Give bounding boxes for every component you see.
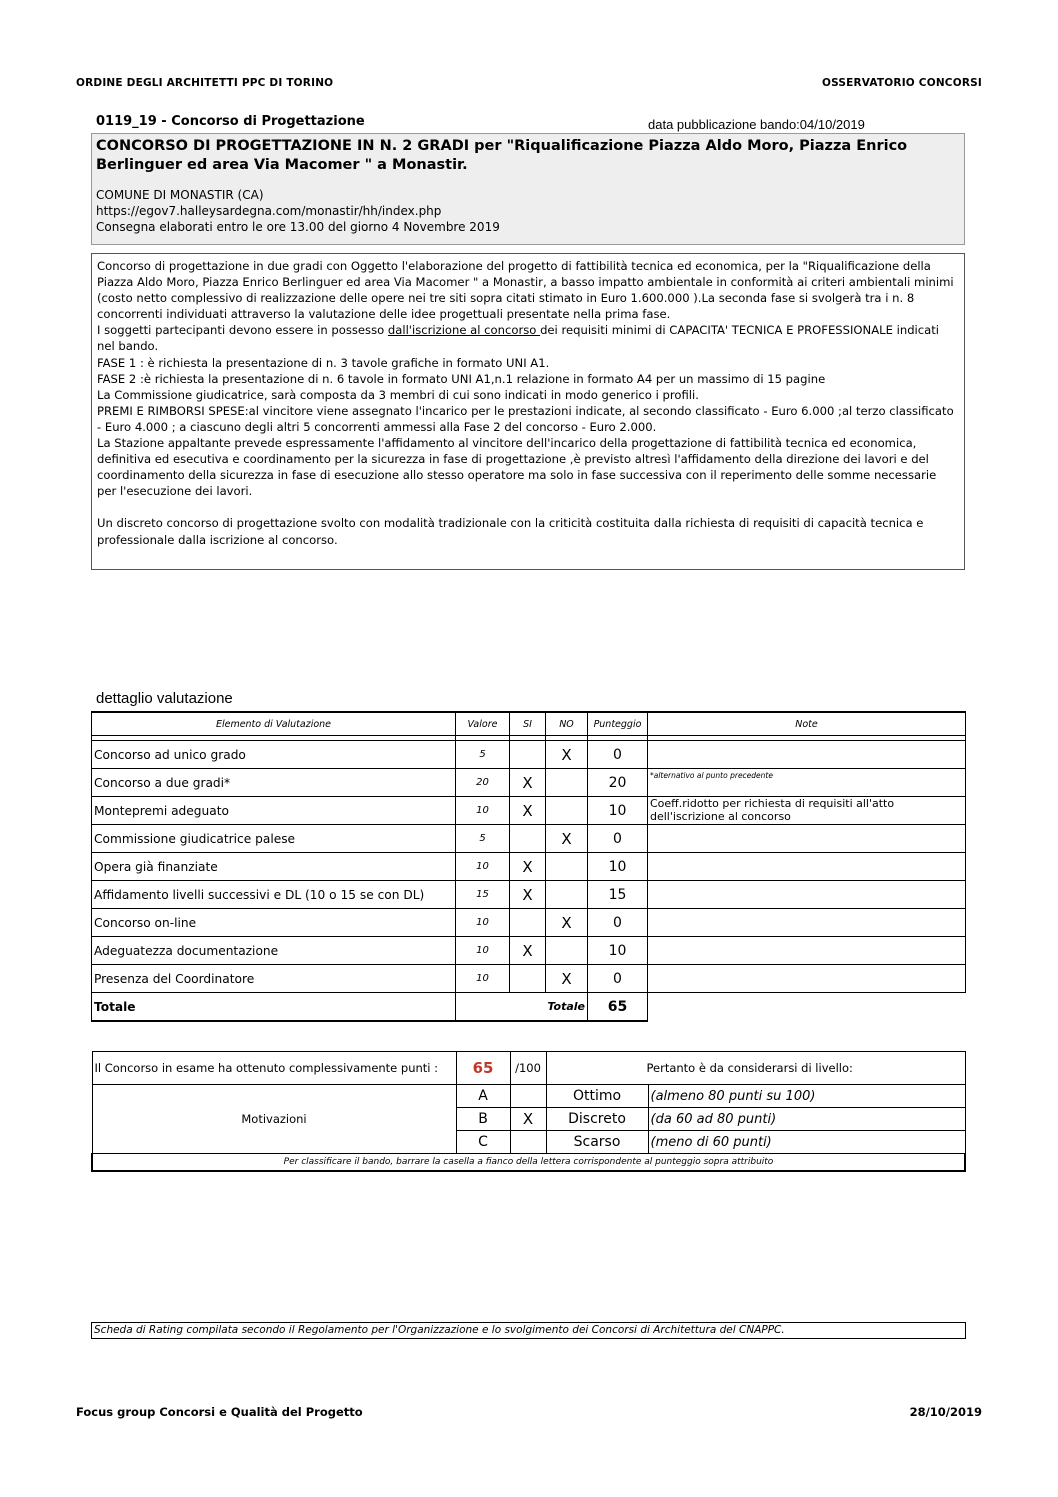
- result-footnote-row: [92, 1154, 965, 1172]
- publication-date: data pubblicazione bando:04/10/2019: [648, 117, 865, 132]
- table-row: [92, 909, 966, 937]
- table-row: [92, 825, 966, 853]
- requirements-underlined: dall'iscrizione al concorso: [387, 323, 541, 338]
- description-paragraph: PREMI E RIMBORSI SPESE:al vincitore viene assegnato l'incarico per le prestazioni indicate, al secondo classificato - Euro 6.000 ;al terzo classificato - Euro 4.000 ; a ciascuno degli altri 5 concorrenti ammessi alla Fase 2 del concorso - Euro 2.000.: [97, 403, 954, 434]
- element-value: 5: [456, 825, 510, 853]
- level-checkbox[interactable]: [510, 1085, 546, 1108]
- result-label: Il Concorso in esame ha ottenuto complessivamente punti :: [92, 1052, 456, 1085]
- table-row: [92, 881, 966, 909]
- footer-left: Focus group Concorsi e Qualità del Progetto: [76, 1405, 363, 1419]
- level-range: (almeno 80 punti su 100): [648, 1085, 965, 1108]
- entity-url[interactable]: https://egov7.halleysardegna.com/monastir/hh/index.php: [96, 204, 442, 218]
- empty-cell: [648, 993, 966, 1022]
- result-summary-row: [92, 1052, 965, 1085]
- element-label: Concorso on-line: [92, 909, 456, 937]
- element-label: Presenza del Coordinatore: [92, 965, 456, 993]
- evaluation-section-title: dettaglio valutazione: [96, 690, 233, 707]
- note-cell: [648, 741, 966, 769]
- score-cell: 0: [588, 825, 648, 853]
- element-value: 10: [456, 797, 510, 825]
- no-cell[interactable]: X: [546, 909, 588, 937]
- table-row: [92, 797, 966, 825]
- element-value: 5: [456, 741, 510, 769]
- score-cell: 0: [588, 741, 648, 769]
- note-cell: [648, 825, 966, 853]
- level-letter: C: [456, 1131, 510, 1154]
- result-table: [91, 1051, 966, 1172]
- level-name: Ottimo: [546, 1085, 648, 1108]
- score-cell: 0: [588, 965, 648, 993]
- element-label: Concorso a due gradi*: [92, 769, 456, 797]
- description-paragraph: FASE 1 : è richiesta la presentazione di n. 3 tavole grafiche in formato UNI A1.: [97, 355, 550, 370]
- total-score: 65: [588, 993, 648, 1022]
- entity: COMUNE DI MONASTIR (CA): [96, 188, 264, 202]
- level-checkbox[interactable]: X: [510, 1108, 546, 1131]
- rating-note: Scheda di Rating compilata secondo il Regolamento per l'Organizzazione e lo svolgimento dei Concorsi di Architettura del CNAPPC.: [91, 1322, 966, 1339]
- level-checkbox[interactable]: [510, 1131, 546, 1154]
- level-row-a: [92, 1085, 965, 1108]
- si-cell[interactable]: [510, 965, 546, 993]
- score-cell: 0: [588, 909, 648, 937]
- level-letter: A: [456, 1085, 510, 1108]
- description-paragraph: Concorso di progettazione in due gradi con Oggetto l'elaborazione del progetto di fattibilità tecnica ed economica, per la "Riqualificazione della Piazza Aldo Moro, Piazza Enrico Berlinguer ed area Via Macomer " a Monastir, a basso impatto ambientale in conformità ai criteri ambientali minimi (costo netto complessivo di realizzazione delle opere nei tre siti sopra citati stimato in Euro 1.600.000 ).La seconda fase si svolgerà tra i n. 8 concorrenti individuati attraverso la valutazione delle idee progettuali presentate nella prima fase.: [97, 259, 954, 322]
- no-cell[interactable]: [546, 797, 588, 825]
- no-cell[interactable]: [546, 881, 588, 909]
- col-header-notes: Note: [648, 712, 966, 736]
- result-out-of: /100: [510, 1052, 546, 1085]
- no-cell[interactable]: [546, 937, 588, 965]
- si-cell[interactable]: X: [510, 881, 546, 909]
- score-cell: 20: [588, 769, 648, 797]
- col-header-score: Punteggio: [588, 712, 648, 736]
- element-label: Affidamento livelli successivi e DL (10 o 15 se con DL): [92, 881, 456, 909]
- description-paragraph: La Commissione giudicatrice, sarà composta da 3 membri di cui sono indicati in modo generico i profili.: [97, 387, 699, 402]
- no-cell[interactable]: X: [546, 965, 588, 993]
- si-cell[interactable]: [510, 741, 546, 769]
- level-letter: B: [456, 1108, 510, 1131]
- evaluation-header-row: [92, 712, 966, 736]
- header-organization: ORDINE DEGLI ARCHITETTI PPC DI TORINO: [76, 77, 334, 89]
- col-header-element: Elemento di Valutazione: [92, 712, 456, 736]
- si-cell[interactable]: X: [510, 797, 546, 825]
- level-range: (da 60 ad 80 punti): [648, 1108, 965, 1131]
- description-paragraph: [97, 322, 959, 354]
- motivation-label: Motivazioni: [92, 1085, 456, 1154]
- requirements-text-end: dei requisiti minimi di CAPACITA' TECNICA E PROFESSIONALE indicati nel bando.: [97, 323, 940, 354]
- score-cell: 10: [588, 937, 648, 965]
- element-value: 10: [456, 937, 510, 965]
- element-value: 10: [456, 853, 510, 881]
- si-cell[interactable]: X: [510, 853, 546, 881]
- note-cell: [648, 881, 966, 909]
- description-box: [91, 253, 965, 570]
- si-cell[interactable]: X: [510, 937, 546, 965]
- note-cell: [648, 937, 966, 965]
- competition-code: 0119_19 - Concorso di Progettazione: [96, 114, 365, 129]
- evaluation-table: [91, 711, 966, 1022]
- col-header-si: SI: [510, 712, 546, 736]
- table-row: [92, 853, 966, 881]
- no-cell[interactable]: [546, 769, 588, 797]
- element-value: 20: [456, 769, 510, 797]
- total-row: [92, 993, 966, 1022]
- element-value: 10: [456, 909, 510, 937]
- table-row: [92, 965, 966, 993]
- result-score: 65: [456, 1052, 510, 1085]
- table-row: [92, 937, 966, 965]
- element-value: 10: [456, 965, 510, 993]
- col-header-value: Valore: [456, 712, 510, 736]
- result-footnote: Per classificare il bando, barrare la casella a fianco della lettera corrispondente al punteggio sopra attribuito: [92, 1154, 965, 1172]
- element-label: Montepremi adeguato: [92, 797, 456, 825]
- element-label: Commissione giudicatrice palese: [92, 825, 456, 853]
- note-cell: [648, 853, 966, 881]
- level-range: (meno di 60 punti): [648, 1131, 965, 1154]
- note-cell: Coeff.ridotto per richiesta di requisiti all'atto dell'iscrizione al concorso: [648, 797, 966, 825]
- total-label-right: Totale: [456, 993, 588, 1022]
- note-cell: [648, 965, 966, 993]
- element-label: Adeguatezza documentazione: [92, 937, 456, 965]
- score-cell: 15: [588, 881, 648, 909]
- header-observatory: OSSERVATORIO CONCORSI: [821, 77, 982, 89]
- description-paragraph: FASE 2 :è richiesta la presentazione di n. 6 tavole in formato UNI A1,n.1 relazione in formato A4 per un massimo di 15 pagine: [97, 371, 826, 386]
- description-summary: Un discreto concorso di progettazione svolto con modalità tradizionale con la criticità costituita dalla richiesta di requisiti di capacità tecnica e professionale dalla iscrizione al concorso.: [97, 516, 924, 547]
- note-cell: [648, 909, 966, 937]
- description-paragraph: La Stazione appaltante prevede espressamente l'affidamento al vincitore dell'incarico della progettazione di fattibilità tecnica ed economica, definitiva ed esecutiva e coordinamento per la sicurezza in fase di progettazione ,è previsto altresì l'affidamento della direzione dei lavori e del coordinamento della sicurezza in fase di esecuzione allo stesso operatore ma solo in fase successiva con il reperimento delle somme necessarie per l'esecuzione dei lavori.: [97, 436, 937, 499]
- table-row: [92, 741, 966, 769]
- title-box: [91, 133, 965, 245]
- no-cell[interactable]: X: [546, 741, 588, 769]
- score-cell: 10: [588, 797, 648, 825]
- si-cell[interactable]: X: [510, 769, 546, 797]
- deadline: Consegna elaborati entro le ore 13.00 del giorno 4 Novembre 2019: [96, 220, 500, 234]
- level-name: Discreto: [546, 1108, 648, 1131]
- note-cell: *alternativo al punto precedente: [648, 769, 966, 797]
- competition-title: CONCORSO DI PROGETTAZIONE IN N. 2 GRADI per "Riqualificazione Piazza Aldo Moro, Piazza Enrico Berlinguer ed area Via Macomer " a Monastir.: [96, 138, 908, 173]
- si-cell[interactable]: [510, 909, 546, 937]
- si-cell[interactable]: [510, 825, 546, 853]
- element-label: Opera già finanziate: [92, 853, 456, 881]
- element-label: Concorso ad unico grado: [92, 741, 456, 769]
- no-cell[interactable]: X: [546, 825, 588, 853]
- table-row: [92, 769, 966, 797]
- element-value: 15: [456, 881, 510, 909]
- result-level-text: Pertanto è da considerarsi di livello:: [546, 1052, 965, 1085]
- level-name: Scarso: [546, 1131, 648, 1154]
- score-cell: 10: [588, 853, 648, 881]
- requirements-text: I soggetti partecipanti devono essere in possesso: [97, 323, 388, 338]
- total-label: Totale: [92, 993, 456, 1022]
- col-header-no: NO: [546, 712, 588, 736]
- footer-date: 28/10/2019: [909, 1405, 982, 1419]
- competition-info: [96, 187, 960, 235]
- no-cell[interactable]: [546, 853, 588, 881]
